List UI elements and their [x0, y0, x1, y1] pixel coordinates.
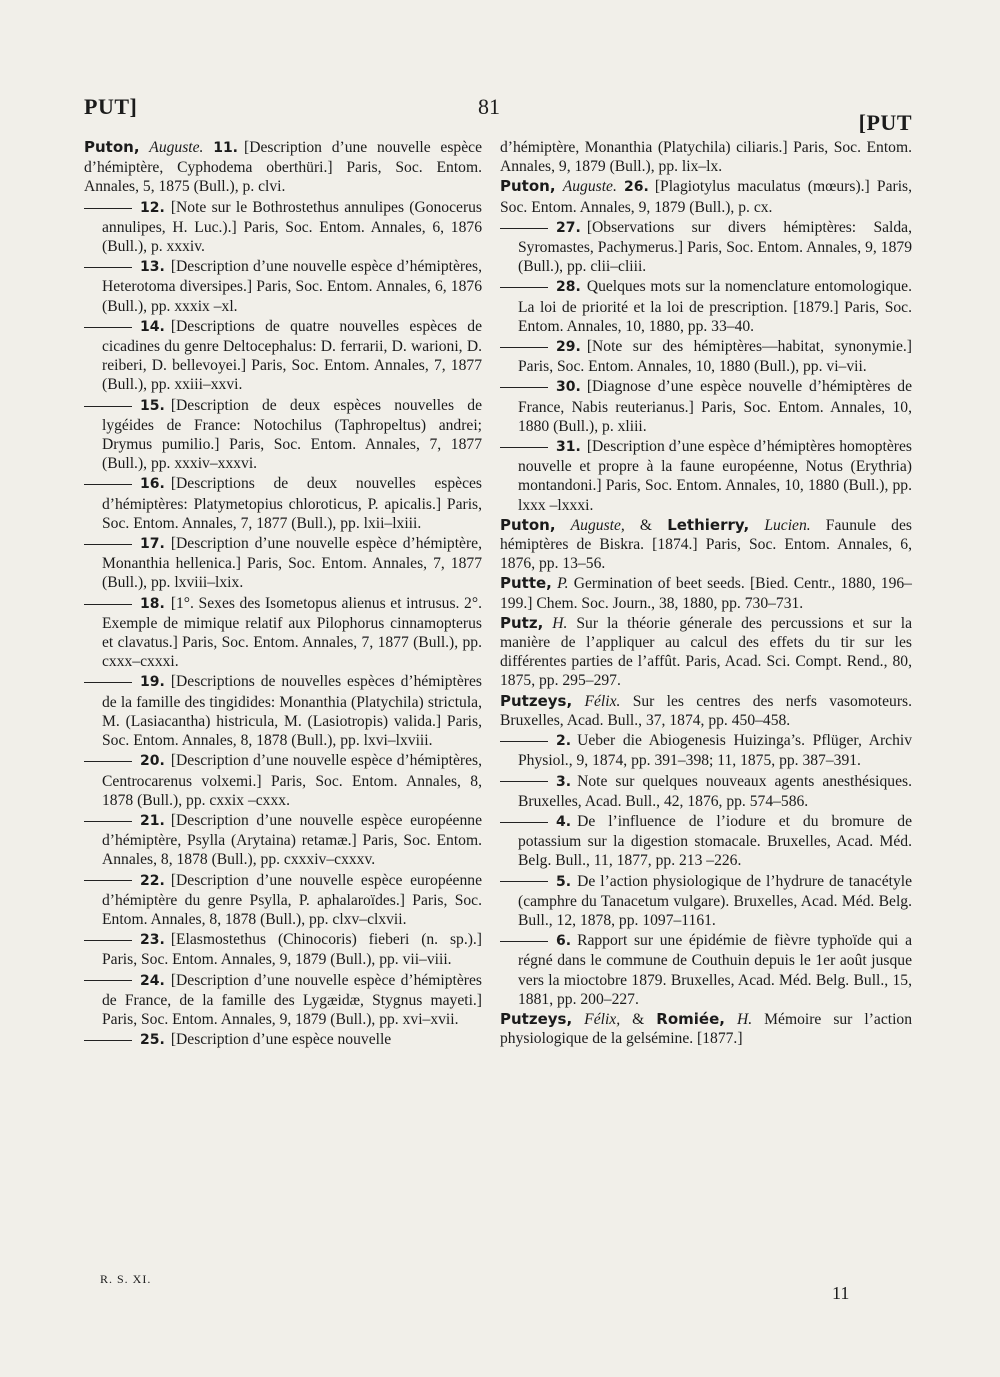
ditto-dash: [84, 406, 132, 407]
ditto-dash: [84, 604, 132, 605]
author-name: Puton,: [500, 515, 556, 534]
bibliography-entry: [84, 971, 482, 1030]
author-name: Putzeys,: [500, 1009, 573, 1028]
entry-text: [Description d’une nouvelle espèce européenne d’hémiptère du genre Psylla, P. aphalaroïdes.] Paris, Soc. Entom. Annales, 8, 1878 (Bull.), pp. clxv–clxvii.: [102, 871, 482, 928]
author-name: Putz,: [500, 613, 544, 632]
ditto-dash: [84, 980, 132, 981]
ditto-dash: [84, 1040, 132, 1041]
ampersand: &: [639, 516, 653, 534]
author-given-name: H.: [552, 614, 568, 632]
entry-text: [Description d’une nouvelle espèce européenne d’hémiptère, Psylla (Arytaina) retamæ.] Paris, Soc. Entom. Annales, 8, 1878 (Bull.), pp. cxxxiv–cxxxv.: [102, 811, 482, 869]
entry-number: 27.: [556, 219, 581, 236]
bibliography-entry: [500, 377, 912, 436]
entry-number: 14.: [140, 318, 165, 335]
bibliography-entry: [500, 337, 912, 376]
entry-number: 30.: [556, 379, 581, 396]
ditto-dash: [84, 821, 132, 822]
entry-text: Mémoire sur l’action physiologique de la gelsémine. [1877.]: [500, 1010, 913, 1048]
author-name: Puton,: [84, 138, 140, 156]
ampersand: &: [632, 1010, 645, 1028]
bibliography-entry: [500, 614, 912, 691]
ditto-dash: [500, 447, 548, 448]
bibliography-entry: [84, 930, 482, 969]
bibliography-entry: [84, 751, 482, 810]
entry-text: [Descriptions de quatre nouvelles espèces de cicadines du genre Deltocephalus: D. ferrarii, D. warioni, D. reiberi, D. bellevoyei.] Paris, Soc. Entom. Annales, 7, 1877 (Bull.), pp. xxiii–xxvi.: [102, 317, 482, 394]
ditto-dash: [500, 941, 548, 942]
bibliography-entry: [500, 731, 912, 770]
ditto-dash: [500, 741, 548, 742]
ditto-dash: [84, 327, 132, 328]
entry-text: [Plagiotylus maculatus (mœurs).] Paris, Soc. Entom. Annales, 9, 1879 (Bull.), p. cx.: [500, 178, 912, 216]
entry-number: 11.: [213, 140, 239, 156]
entry-text: Note sur quelques nouveaux agents anesthésiques. Bruxelles, Acad. Bull., 42, 1876, pp. 574–586.: [518, 772, 912, 810]
entry-number: 19.: [140, 674, 165, 691]
entry-number: 22.: [140, 872, 165, 889]
entry-number: 3.: [556, 773, 572, 790]
entry-number: 4.: [556, 813, 572, 830]
author-given-name: Auguste.: [149, 139, 204, 156]
ditto-dash: [84, 761, 132, 762]
ditto-dash: [84, 544, 132, 545]
ditto-dash: [500, 881, 548, 882]
entry-text: [Description d’une nouvelle espèce d’hémiptères, Centrocarenus volxemi.] Paris, Soc. Entom. Annales, 8, 1878 (Bull.), pp. cxxix –cxxx.: [102, 752, 482, 809]
bibliography-entry: [500, 931, 912, 1009]
bibliography-entry: [500, 516, 912, 574]
entry-number: 13.: [140, 259, 165, 276]
bibliography-entry: [84, 257, 482, 316]
entry-text: Sur les centres des nerfs vasomoteurs. Bruxelles, Acad. Bull., 37, 1874, pp. 450–458.: [500, 692, 912, 729]
bibliography-entry: [500, 692, 912, 730]
entry-number: 21.: [140, 812, 165, 829]
ditto-dash: [84, 267, 132, 268]
ditto-dash: [84, 682, 132, 683]
bibliography-entry: [500, 277, 912, 336]
author-name: Puton,: [500, 177, 556, 196]
ditto-dash: [84, 940, 132, 941]
author-name: Romiée,: [656, 1009, 725, 1028]
entry-number: 2.: [556, 733, 572, 750]
ditto-dash: [84, 880, 132, 881]
ditto-dash: [500, 228, 548, 229]
signature-mark: R. S. XI.: [100, 1272, 152, 1286]
entry-text: [Description d’une espèce d’hémiptères homoptères nouvelle et propre à la faune européenne, Notus (Erythria) montandoni.] Paris, Soc. Entom. Annales, 10, 1880 (Bull.), pp. lxxx –lxxxi.: [518, 438, 912, 514]
ditto-dash: [500, 822, 548, 823]
bibliography-entry: [500, 812, 912, 871]
ditto-dash: [500, 287, 548, 288]
author-given-name: P.: [557, 575, 569, 593]
entry-text: [Descriptions de nouvelles espèces d’hémiptères de la famille des tingidides: Monanthia (Platychila) strictula, M. (Lasiacantha) histricula, M. (Lasiotropis) valida.] Paris, Soc. Entom. Annales, 8, 1878 (Bull.), pp. lxvi–lxviii.: [102, 673, 482, 750]
entry-text: [Description de deux espèces nouvelles de lygéides de France: Notochilus (Taphropeltus) andrei; Drymus pumilio.] Paris, Soc. Entom. Annales, 7, 1877 (Bull.), pp. xxxiv–xxxvi.: [102, 396, 482, 473]
entry-text: Ueber die Abiogenesis Huizinga’s. Pflüger, Archiv Physiol., 9, 1874, pp. 391–398; 11, 1875, pp. 387–391.: [518, 732, 912, 770]
entry-number: 26.: [624, 179, 649, 196]
ditto-dash: [500, 781, 548, 782]
entry-number: 28.: [556, 279, 581, 296]
bibliography-entry: [500, 872, 912, 931]
author-given-name: Auguste.: [562, 178, 617, 196]
bibliography-entry: [84, 672, 482, 750]
left-column: [84, 138, 482, 1051]
bibliography-entry: [84, 138, 482, 197]
entry-number: 17.: [140, 536, 165, 553]
entry-number: 5.: [556, 873, 572, 890]
entry-text: [Description d’une nouvelle espèce d’hémiptères, Heterotoma diversipes.] Paris, Soc. Entom. Annales, 6, 1876 (Bull.), pp. xxxix –xl.: [102, 258, 482, 315]
entry-number: 6.: [556, 933, 572, 950]
entry-number: 31.: [556, 439, 581, 456]
entry-number: 12.: [140, 199, 165, 216]
bibliography-entry: [500, 177, 912, 216]
entry-number: 29.: [556, 339, 581, 356]
bibliography-entry: [500, 1010, 912, 1048]
sheet-number: 11: [832, 1283, 850, 1303]
entry-number: 24.: [140, 972, 165, 989]
right-column: [500, 138, 912, 1049]
bibliography-entry: [84, 534, 482, 593]
bibliography-entry: [84, 871, 482, 930]
bibliography-entry: [500, 437, 912, 515]
entry-text: [1°. Sexes des Isometopus alienus et intrusus. 2°. Exemple de mimique relatif aux Pilophorus cinnamopterus et clavatus.] Paris, Soc. Entom. Annales, 7, 1877 (Bull.), pp. cxxx–cxxxi.: [102, 594, 482, 671]
ditto-dash: [500, 347, 548, 348]
entry-text: [Diagnose d’une espèce nouvelle d’hémiptères de France, Nabis reuterianus.] Paris, Soc. Entom. Annales, 10, 1880 (Bull.), p. xliii.: [518, 378, 912, 435]
entry-text: [Descriptions de deux nouvelles espèces d’hémiptères: Platymetopius chloroticus, P. apicalis.] Paris, Soc. Entom. Annales, 7, 1877 (Bull.), pp. lxii–lxiii.: [102, 475, 482, 532]
entry-text: [Description d’une nouvelle espèce d’hémiptère, Cyphodema oberthüri.] Paris, Soc. Entom. Annales, 5, 1875 (Bull.), p. clvi.: [84, 139, 482, 196]
bibliography-entry: [500, 218, 912, 277]
entry-text: [Elasmostethus (Chinocoris) fieberi (n. sp.).] Paris, Soc. Entom. Annales, 9, 1879 (Bull.), pp. vii–viii.: [102, 931, 482, 969]
bibliography-entry: [84, 317, 482, 395]
running-head-left: PUT]: [84, 94, 138, 119]
entry-text: d’hémiptère, Monanthia (Platychila) ciliaris.] Paris, Soc. Entom. Annales, 9, 1879 (Bull.), pp. lix–lx.: [500, 139, 912, 176]
author-given-name: Auguste,: [570, 516, 625, 534]
bibliography-entry: [84, 1030, 482, 1050]
entry-number: 20.: [140, 753, 165, 770]
entry-text: De l’action physiologique de l’hydrure de tanacétyle (camphre du Tanacetum vulgare). Bruxelles, Acad. Méd. Belg. Bull., 12, 1878, pp. 1097–1161.: [518, 872, 912, 929]
entry-text: Faunule des hémiptères de Biskra. [1874.] Paris, Soc. Entom. Annales, 6, 1876, pp. 13–56.: [500, 516, 912, 573]
author-name: Lethierry,: [667, 515, 750, 534]
page-number: 81: [478, 94, 500, 119]
running-head-right: [PUT: [858, 110, 912, 135]
entry-number: 15.: [140, 397, 165, 414]
entry-text: [Description d’une nouvelle espèce d’hémiptère, Monanthia hellenica.] Paris, Soc. Entom. Annales, 7, 1877 (Bull.), pp. lxviii–lxix.: [102, 535, 482, 592]
bibliography-entry: [500, 138, 912, 176]
author-given-name: Félix.: [584, 692, 621, 710]
ditto-dash: [84, 208, 132, 209]
entry-text: [Note sur le Bothrostethus annulipes (Gonocerus annulipes, H. Luc.).] Paris, Soc. Entom. Annales, 6, 1876 (Bull.), p. xxxiv.: [102, 198, 482, 256]
author-given-name: H.: [736, 1010, 753, 1028]
entry-text: [Description d’une nouvelle espèce d’hémiptères de France, de la famille des Lygæidæ, Stygnus mayeti.] Paris, Soc. Entom. Annales, 9, 1879 (Bull.), pp. xvi–xvii.: [102, 971, 482, 1028]
bibliography-entry: [500, 772, 912, 811]
author-name: Putzeys,: [500, 691, 573, 710]
ditto-dash: [84, 484, 132, 485]
entry-number: 23.: [140, 932, 165, 949]
page-header: [0, 88, 1000, 138]
entry-number: 25.: [140, 1032, 165, 1049]
entry-number: 18.: [140, 595, 165, 612]
entry-text: [Description d’une espèce nouvelle: [170, 1031, 392, 1049]
entry-text: [Note sur des hémiptères—habitat, synonymie.] Paris, Soc. Entom. Annales, 10, 1880 (Bull.), pp. vi–vii.: [518, 338, 912, 376]
bibliography-entry: [84, 474, 482, 533]
entry-text: De l’influence de l’iodure et du bromure de potassium sur la digestion stomacale. Bruxelles, Acad. Méd. Belg. Bull., 11, 1877, pp. 213 –226.: [518, 812, 912, 870]
bibliography-entry: [84, 198, 482, 257]
bibliography-entry: [84, 594, 482, 672]
entry-text: Rapport sur une épidémie de fièvre typhoïde qui a régné dans le commune de Couthuin depuis le 1er août jusque vers la mioctobre 1879. Bruxelles, Acad. Méd. Belg. Bull., 15, 1881, pp. 200–227.: [518, 932, 912, 1008]
bibliography-entry: [500, 574, 912, 612]
ditto-dash: [500, 387, 548, 388]
entry-number: 16.: [140, 476, 165, 493]
author-name: Putte,: [500, 574, 552, 593]
entry-text: Sur la théorie génerale des percussions et sur la manière de l’appliquer au calcul des effets du tir sur les différentes parties de l’affût. Paris, Acad. Sci. Compt. Rend., 80, 1875, pp. 295–297.: [500, 614, 912, 690]
bibliography-entry: [84, 396, 482, 474]
author-given-name: Lucien.: [764, 516, 811, 534]
entry-text: Quelques mots sur la nomenclature entomologique. La loi de priorité et la loi de prescription. [1879.] Paris, Soc. Entom. Annales, 10, 1880, pp. 33–40.: [518, 278, 912, 335]
author-given-name: Félix,: [584, 1010, 621, 1028]
bibliography-entry: [84, 811, 482, 870]
entry-text: [Observations sur divers hémiptères: Salda, Syromastes, Pachymerus.] Paris, Soc. Entom. Annales, 9, 1879 (Bull.), pp. clii–cliii.: [518, 218, 912, 276]
entry-text: Germination of beet seeds. [Bied. Centr., 1880, 196–199.] Chem. Soc. Journ., 38, 1880, pp. 730–731.: [500, 575, 912, 612]
